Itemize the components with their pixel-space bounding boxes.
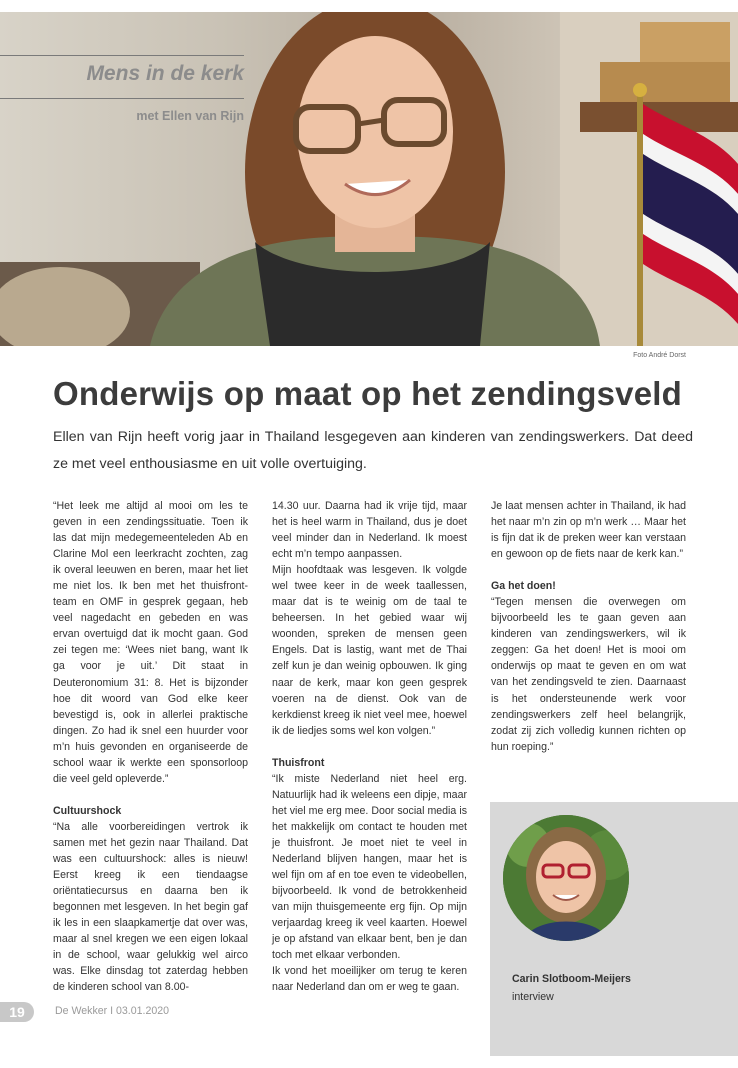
subheading-ga-het-doen: Ga het doen! [491,580,556,593]
author-role: interview [512,991,554,1003]
subheading-cultuurshock: Cultuurshock [53,804,122,817]
author-name: Carin Slotboom-Meijers [512,973,631,985]
article-headline: Onderwijs op maat op het zendingsveld [53,375,682,412]
header-rule-top [0,55,244,56]
article-column-3 [491,498,686,755]
paragraph: “Na alle voorbereidingen vertrok ik samen met het gezin naar Thailand. Dat was een cultuurshock: alles is nieuw! Eerst kreeg ik een tiendaagse oriëntatiecursus en daarna ben ik begonnen met lesgeven. In het begin gaf ik les in een slaapkamertje dat over was, maar al snel kregen we een eigen lokaal in de school, waar gelukkig wel airco was. Elke dinsdag tot zaterdag hebben de kinderen school van 8.00- [53,820,248,994]
paragraph: “Tegen mensen die overwegen om bijvoorbeeld les te gaan geven aan kinderen van zendingswerkers, wil ik zeggen: Ga het doen! Het is mooi om onderwijs op maat te geven en om wat van het zendingsveld te zien. Daarnaast is het ondersteunende werk voor zendingswerkers zelf heel belangrijk, zodat zij zich volledig kunnen richten op hun roeping.” [491,596,686,753]
publication-info: De Wekker I 03.01.2020 [55,1005,170,1017]
paragraph: Ik vond het moeilijker om terug te keren naar Nederland dan om er weg te gaan. [272,965,467,994]
article-lead: Ellen van Rijn heeft vorig jaar in Thailand lesgegeven aan kinderen van zendingswerkers. Dat deed ze met veel enthousiasme en uit volle overtuiging. [53,429,693,472]
paragraph: Je laat mensen achter in Thailand, ik had het naar m’n zin op m’n werk … Maar het is fijn dat ik de preken weer kan verstaan en gewoon op de fiets naar de kerk kan.” [491,500,686,561]
header-rule-bottom [0,98,244,99]
subheading-thuisfront: Thuisfront [272,756,325,769]
page-number: 19 [0,1002,34,1022]
section-subtitle: met Ellen van Rijn [136,109,244,123]
paragraph: Mijn hoofdtaak was lesgeven. Ik volgde wel twee keer in de week taallessen, maar dat is te weinig om de taal te beheersen. In het gebied waar wij woonden, spreken de mensen geen Engels. Dat is lastig, want met de Thai zelf kun je dan weinig opbouwen. Ik ging naar de kerk, maar kon geen gesprek voeren na de dienst. Ook van de kerkdienst kreeg ik niet veel mee, hoewel ik de liedjes soms wel kon volgen.” [272,564,467,737]
paragraph: “Het leek me altijd al mooi om les te geven in een zendingssituatie. Toen ik las dat mijn medegemeenteleden Ab en Clarine Mol een leerkracht zochten, zag ik overal leeuwen en beren, maar het liet me niet los. Ik ben met het thuisfront-team en OMF in gesprek gegaan, heb veel nagedacht en gebeden en was ervan overtuigd dat ik mocht gaan. God zei tegen me: ‘Wees niet bang, want Ik ga voor je uit.’ Dit staat in Deuteronomium 31: 8. Het is bijzonder hoe dit woord van God elke keer bevestigd is, ook in allerlei praktische dingen. Zo had ik snel een huurder voor m’n huis gevonden en organiseerde de school waar ik werkte een sponsorloop die veel geld opleverde.” [53,500,248,785]
author-avatar-icon [503,815,629,941]
section-title: Mens in de kerk [86,62,244,85]
article-column-1 [53,498,248,995]
paragraph: “Ik miste Nederland niet heel erg. Natuurlijk had ik weleens een dipje, maar het viel me erg mee. Door social media is het makkelijk om contact te houden met je thuisfront. Je moet niet te veel in Nederland blijven hangen, maar het is wel fijn om af en toe even te videobellen, bijvoorbeeld. Ik vond de betrokkenheid van mijn thuisgemeente erg fijn. Op mijn verjaardag kreeg ik veel kaarten. Hoewel je op afstand van elkaar bent, ben je dan toch met elkaar verbonden. [272,772,467,962]
paragraph: 14.30 uur. Daarna had ik vrije tijd, maar het is heel warm in Thailand, dus je doet veel minder dan in Nederland. Ik moest echt m’n tempo aanpassen. [272,500,467,561]
article-column-2 [272,498,467,995]
photo-credit: Foto André Dorst [633,352,686,359]
